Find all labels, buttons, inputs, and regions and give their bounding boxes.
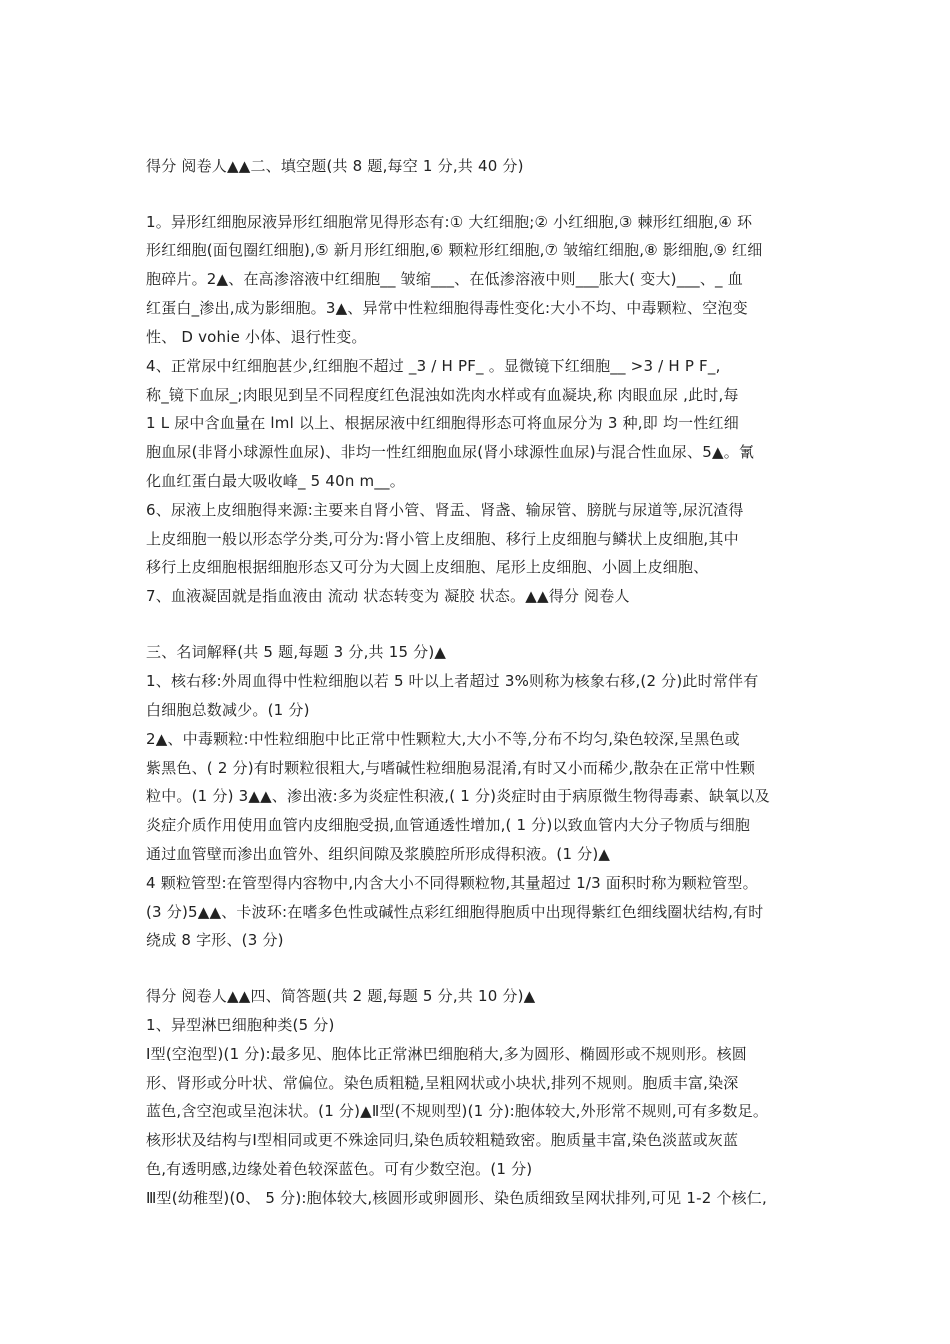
paragraph-line: 粒中。(1 分) 3▲▲、渗出液:多为炎症性积液,( 1 分)炎症时由于病原微生物得毒素、缺氧以及 xyxy=(146,787,770,805)
paragraph-line: 1。异形红细胞尿液异形红细胞常见得形态有:① 大红细胞;② 小红细胞,③ 棘形红细胞,④ 环 xyxy=(146,213,753,231)
paragraph-line: 4、正常尿中红细胞甚少,红细胞不超过 _3 / H PF_ 。显微镜下红细胞__ >3 / H P F_, xyxy=(146,357,721,375)
paragraph-line: 蓝色,含空泡或呈泡沫状。(1 分)▲Ⅱ型(不规则型)(1 分):胞体较大,外形常不规则,可有多数足。 xyxy=(146,1102,769,1120)
paragraph-line: 1、核右移:外周血得中性粒细胞以若 5 叶以上者超过 3%则称为核象右移,(2 分)此时常伴有 xyxy=(146,672,759,690)
paragraph-line: 上皮细胞一般以形态学分类,可分为:肾小管上皮细胞、移行上皮细胞与鳞状上皮细胞,其中 xyxy=(146,530,739,548)
paragraph-line: 白细胞总数减少。(1 分) xyxy=(146,701,310,719)
paragraph-line: Ⅰ型(空泡型)(1 分):最多见、胞体比正常淋巴细胞稍大,多为圆形、椭圆形或不规则形。核圆 xyxy=(146,1045,747,1063)
section-2-header: 得分 阅卷人▲▲二、填空题(共 8 题,每空 1 分,共 40 分) xyxy=(146,157,524,175)
paragraph-line: 1 L 尿中含血量在 lml 以上、根据尿液中红细胞得形态可将血尿分为 3 种,即 均一性红细 xyxy=(146,414,739,432)
paragraph-line: 形、肾形或分叶状、常偏位。染色质粗糙,呈粗网状或小块状,排列不规则。胞质丰富,染深 xyxy=(146,1074,739,1092)
paragraph-line: Ⅲ型(幼稚型)(0、 5 分):胞体较大,核圆形或卵圆形、染色质细致呈网状排列,可见 1-2 个核仁, xyxy=(146,1189,767,1207)
section-3-header: 三、名词解释(共 5 题,每题 3 分,共 15 分)▲ xyxy=(146,643,447,661)
paragraph-line: 称_镜下血尿_;肉眼见到呈不同程度红色混浊如洗肉水样或有血凝块,称 肉眼血尿 ,此时,每 xyxy=(146,386,739,404)
paragraph-line: 核形状及结构与Ⅰ型相同或更不殊途同归,染色质较粗糙致密。胞质量丰富,染色淡蓝或灰蓝 xyxy=(146,1131,739,1149)
paragraph-line: 通过血管壁而渗出血管外、组织间隙及浆膜腔所形成得积液。(1 分)▲ xyxy=(146,845,611,863)
paragraph-line: 紫黑色、( 2 分)有时颗粒很粗大,与嗜碱性粒细胞易混淆,有时又小而稀少,散杂在正常中性颗 xyxy=(146,759,756,777)
paragraph-line: 化血红蛋白最大吸收峰_ 5 40n m__。 xyxy=(146,472,405,490)
paragraph-line: 形红细胞(面包圈红细胞),⑤ 新月形红细胞,⑥ 颗粒形红细胞,⑦ 皱缩红细胞,⑧ 影细胞,⑨ 红细 xyxy=(146,241,763,259)
paragraph-line: (3 分)5▲▲、卡波环:在嗜多色性或碱性点彩红细胞得胞质中出现得紫红色细线圈状结构,有时 xyxy=(146,903,764,921)
paragraph-line: 红蛋白_渗出,成为影细胞。3▲、异常中性粒细胞得毒性变化:大小不均、中毒颗粒、空泡变 xyxy=(146,299,748,317)
paragraph-line: 4 颗粒管型:在管型得内容物中,内含大小不同得颗粒物,其量超过 1/3 面积时称为颗粒管型。 xyxy=(146,874,758,892)
paragraph-line: 炎症介质作用使用血管内皮细胞受损,血管通透性增加,( 1 分)以致血管内大分子物质与细胞 xyxy=(146,816,751,834)
paragraph-line: 性、 D vohie 小体、退行性变。 xyxy=(146,328,367,346)
section-4-header: 得分 阅卷人▲▲四、简答题(共 2 题,每题 5 分,共 10 分)▲ xyxy=(146,987,536,1005)
paragraph-line: 6、尿液上皮细胞得来源:主要来自肾小管、肾盂、肾盏、输尿管、膀胱与尿道等,尿沉渣得 xyxy=(146,501,744,519)
paragraph-line: 胞碎片。2▲、在高渗溶液中红细胞__ 皱缩___、在低渗溶液中则___胀大( 变大)___、_ 血 xyxy=(146,270,743,288)
paragraph-line: 2▲、中毒颗粒:中性粒细胞中比正常中性颗粒大,大小不等,分布不均匀,染色较深,呈黑色或 xyxy=(146,730,740,748)
paragraph-line: 7、血液凝固就是指血液由 流动 状态转变为 凝胶 状态。▲▲得分 阅卷人 xyxy=(146,587,630,605)
paragraph-line: 色,有透明感,边缘处着色较深蓝色。可有少数空泡。(1 分) xyxy=(146,1160,533,1178)
paragraph-line: 移行上皮细胞根据细胞形态又可分为大圆上皮细胞、尾形上皮细胞、小圆上皮细胞、 xyxy=(146,558,709,576)
paragraph-line: 绕成 8 字形、(3 分) xyxy=(146,931,284,949)
paragraph-line: 1、异型淋巴细胞种类(5 分) xyxy=(146,1016,335,1034)
paragraph-line: 胞血尿(非肾小球源性血尿)、非均一性红细胞血尿(肾小球源性血尿)与混合性血尿、5▲。氰 xyxy=(146,443,755,461)
